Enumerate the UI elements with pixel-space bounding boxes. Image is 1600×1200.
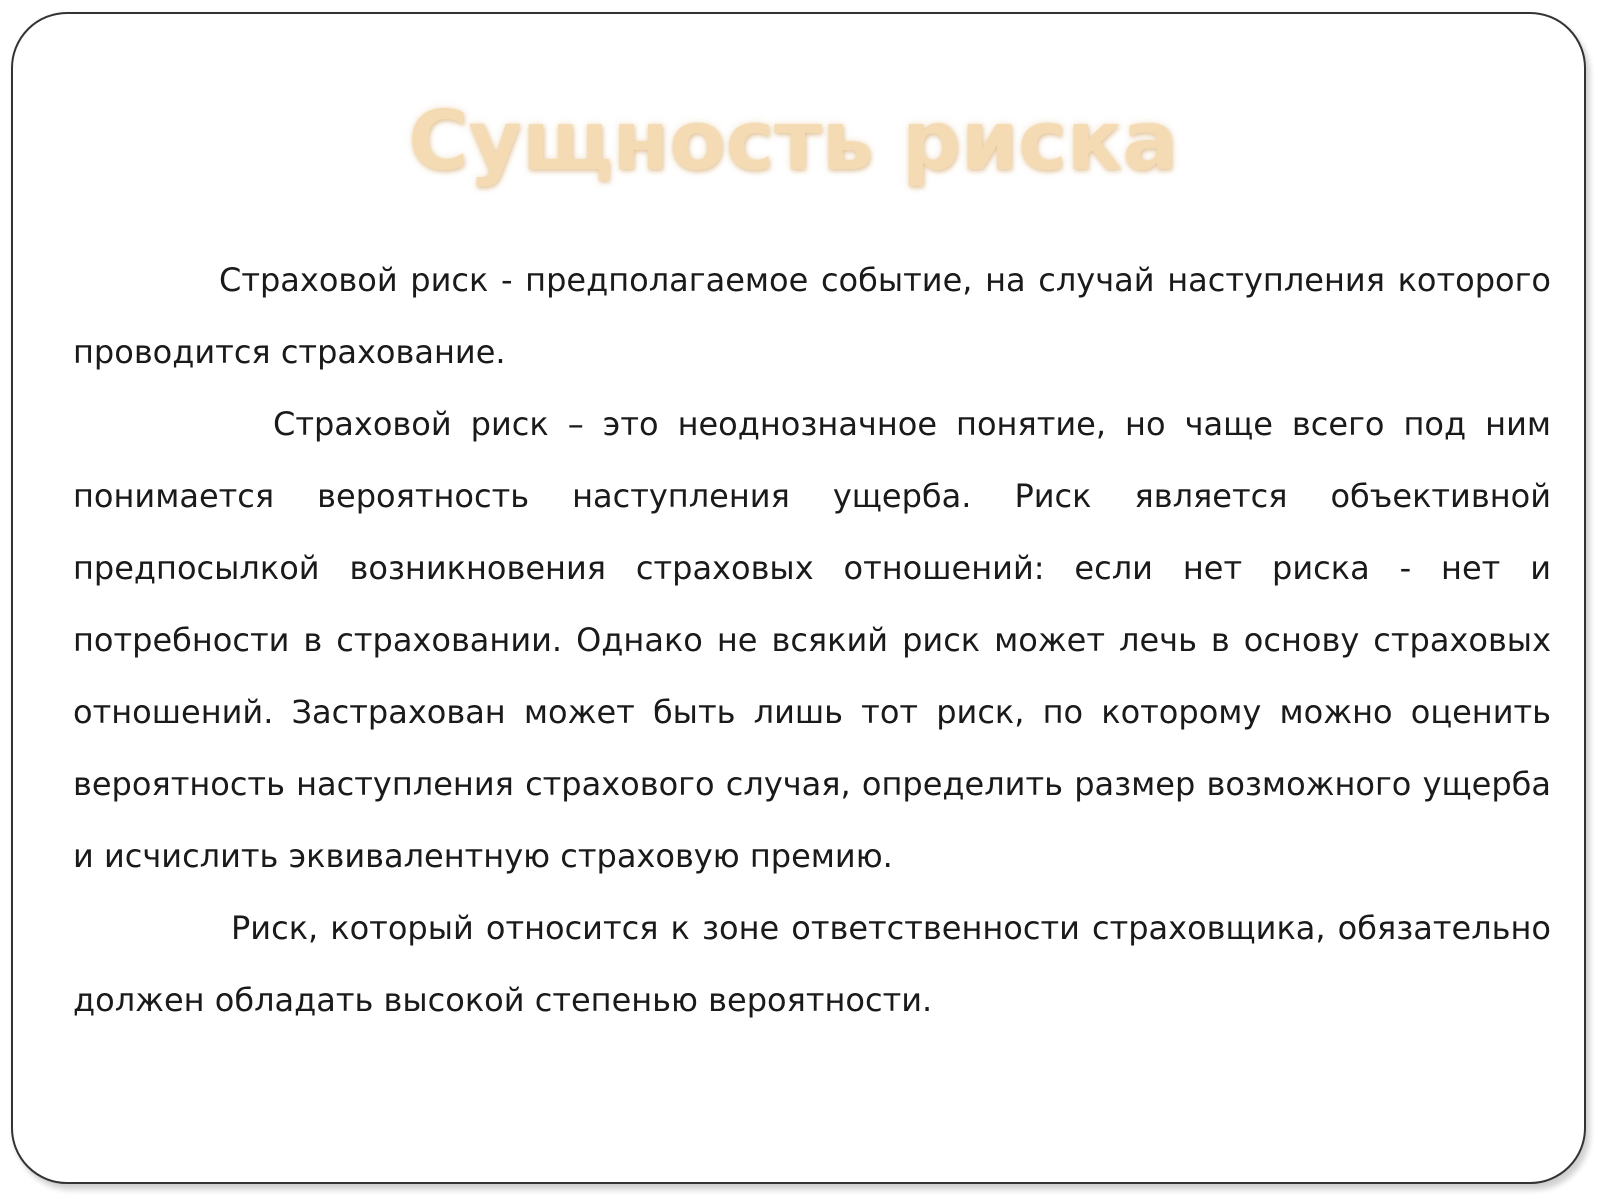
paragraph-insurer-responsibility: Риск, который относится к зоне ответственности страховщика, обязательно должен обладать высокой степенью вероятности. (73, 909, 1551, 1019)
paragraph-insurance-risk-definition: Страховой риск - предполагаемое событие, на случай наступления которого проводится страхование. (73, 261, 1551, 371)
slide-title: Сущность риска (408, 94, 1178, 189)
slide-frame (11, 12, 1586, 1184)
slide-body (73, 244, 1551, 1036)
paragraph-insurance-risk-concept: Страховой риск – это неоднозначное понятие, но чаще всего под ним понимается вероятность наступления ущерба. Риск является объективной предпосылкой возникновения страховых отношений: если нет риска - нет и потребности в страховании. Однако не всякий риск может лечь в основу страховых отношений. Застрахован может быть лишь тот риск, по которому можно оценить вероятность наступления страхового случая, определить размер возможного ущерба и исчислить эквивалентную страховую премию. (73, 405, 1551, 875)
